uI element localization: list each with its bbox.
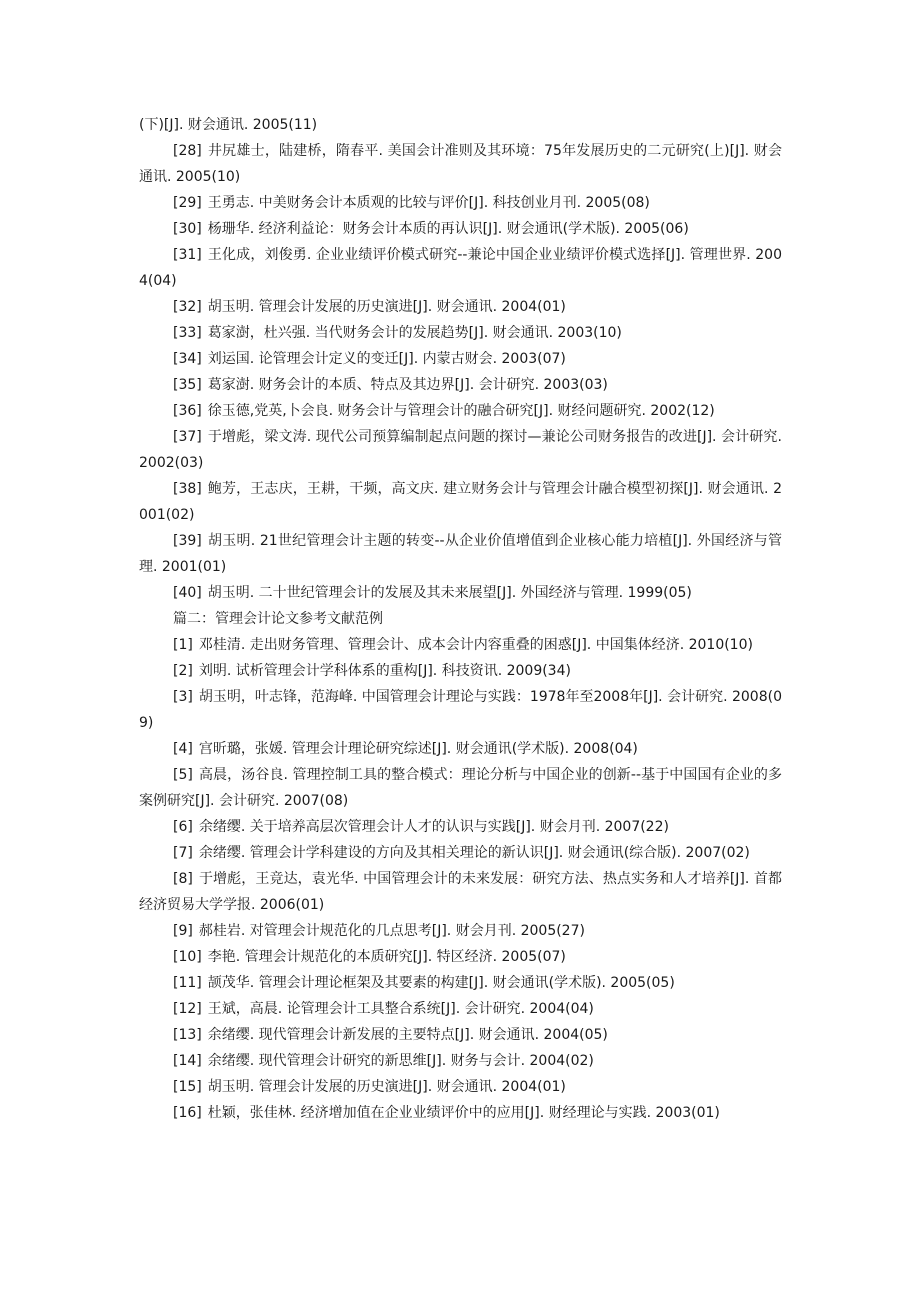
reference-text: 颉茂华. 管理会计理论框架及其要素的构建[J]. 财会通讯(学术版). 2005(05) [207,975,675,991]
reference-item [139,320,782,346]
reference-text: 杨珊华. 经济利益论：财务会计本质的再认识[J]. 财会通讯(学术版). 2005(06) [207,221,689,237]
reference-item [139,684,782,736]
reference-number: [38] [173,481,202,497]
reference-text: 葛家澍，杜兴强. 当代财务会计的发展趋势[J]. 财会通讯. 2003(10) [207,325,622,341]
reference-number: [10] [173,949,202,965]
reference-text: 余绪缨. 现代管理会计新发展的主要特点[J]. 财会通讯. 2004(05) [207,1027,608,1043]
reference-item [139,190,782,216]
reference-text: 于增彪，梁文涛. 现代公司预算编制起点问题的探讨—兼论公司财务报告的改进[J]. 会计研究. 2002(03) [139,429,782,471]
reference-item [139,138,782,190]
reference-number: [8] [173,871,193,887]
reference-item [139,970,782,996]
reference-text: 徐玉德,党英,卜会良. 财务会计与管理会计的融合研究[J]. 财经问题研究. 2002(12) [207,403,715,419]
reference-text: 胡玉明. 21世纪管理会计主题的转变--从企业价值增值到企业核心能力培植[J]. 外国经济与管理. 2001(01) [139,533,782,575]
reference-text: 胡玉明. 二十世纪管理会计的发展及其未来展望[J]. 外国经济与管理. 1999(05) [207,585,692,601]
reference-number: [16] [173,1105,202,1121]
reference-item [139,944,782,970]
reference-text: 刘运国. 论管理会计定义的变迁[J]. 内蒙古财会. 2003(07) [207,351,566,367]
reference-item [139,840,782,866]
reference-text: 余绪缨. 管理会计学科建设的方向及其相关理论的新认识[J]. 财会通讯(综合版). 2007(02) [198,845,750,861]
reference-text: 余绪缨. 现代管理会计研究的新思维[J]. 财务与会计. 2004(02) [207,1053,594,1069]
reference-text: 宫昕璐，张媛. 管理会计理论研究综述[J]. 财会通讯(学术版). 2008(04) [198,741,638,757]
reference-item [139,476,782,528]
reference-number: [6] [173,819,193,835]
reference-text: 余绪缨. 关于培养高层次管理会计人才的认识与实践[J]. 财会月刊. 2007(22) [198,819,669,835]
reference-number: [30] [173,221,202,237]
reference-text: 杜颖，张佳林. 经济增加值在企业业绩评价中的应用[J]. 财经理论与实践. 2003(01) [207,1105,720,1121]
reference-item [139,424,782,476]
reference-number: [12] [173,1001,202,1017]
reference-number: [15] [173,1079,202,1095]
reference-item [139,1048,782,1074]
reference-number: [37] [173,429,202,445]
reference-item [139,216,782,242]
reference-text: 胡玉明，叶志锋，范海峰. 中国管理会计理论与实践：1978年至2008年[J]. 会计研究. 2008(09) [139,689,782,731]
reference-item [139,580,782,606]
reference-number: [29] [173,195,202,211]
reference-text: 胡玉明. 管理会计发展的历史演进[J]. 财会通讯. 2004(01) [207,1079,566,1095]
reference-item [139,242,782,294]
reference-text: 鲍芳，王志庆，王耕，干频，高文庆. 建立财务会计与管理会计融合模型初探[J]. 财会通讯. 2001(02) [139,481,782,523]
reference-number: [7] [173,845,193,861]
reference-item [139,736,782,762]
reference-item [139,1022,782,1048]
reference-number: [13] [173,1027,202,1043]
reference-text: 刘明. 试析管理会计学科体系的重构[J]. 科技资讯. 2009(34) [198,663,571,679]
reference-number: [14] [173,1053,202,1069]
reference-number: [31] [173,247,202,263]
reference-number: [32] [173,299,202,315]
reference-text: 王勇志. 中美财务会计本质观的比较与评价[J]. 科技创业月刊. 2005(08) [207,195,650,211]
section-heading: 篇二：管理会计论文参考文献范例 [173,611,383,627]
reference-number: [36] [173,403,202,419]
reference-text: 邓桂清. 走出财务管理、管理会计、成本会计内容重叠的困惑[J]. 中国集体经济. 2010(10) [198,637,753,653]
reference-number: [2] [173,663,193,679]
reference-text: 王化成，刘俊勇. 企业业绩评价模式研究--兼论中国企业业绩评价模式选择[J]. 管理世界. 2004(04) [139,247,782,289]
reference-number: [40] [173,585,202,601]
reference-item [139,528,782,580]
reference-item [139,398,782,424]
reference-text: 葛家澍. 财务会计的本质、特点及其边界[J]. 会计研究. 2003(03) [207,377,608,393]
reference-number: [4] [173,741,193,757]
reference-number: [11] [173,975,202,991]
reference-text: 王斌，高晨. 论管理会计工具整合系统[J]. 会计研究. 2004(04) [207,1001,594,1017]
reference-continuation: (下)[J]. 财会通讯. 2005(11) [139,117,318,133]
reference-item [139,814,782,840]
reference-item [139,658,782,684]
reference-text: 井尻雄士，陆建桥，隋春平. 美国会计准则及其环境：75年发展历史的二元研究(上)[J]. 财会通讯. 2005(10) [139,143,782,185]
reference-item [139,346,782,372]
reference-number: [28] [173,143,202,159]
reference-text: 郝桂岩. 对管理会计规范化的几点思考[J]. 财会月刊. 2005(27) [198,923,585,939]
reference-list-part2 [139,632,782,1126]
reference-item [139,294,782,320]
reference-number: [9] [173,923,193,939]
reference-number: [1] [173,637,193,653]
reference-text: 于增彪，王竞达，袁光华. 中国管理会计的未来发展：研究方法、热点实务和人才培养[J]. 首都经济贸易大学学报. 2006(01) [139,871,782,913]
reference-item [139,996,782,1022]
reference-text: 李艳. 管理会计规范化的本质研究[J]. 特区经济. 2005(07) [207,949,566,965]
reference-page [139,112,782,1126]
reference-text: 高晨，汤谷良. 管理控制工具的整合模式：理论分析与中国企业的创新--基于中国国有企业的多案例研究[J]. 会计研究. 2007(08) [139,767,782,809]
reference-item [139,762,782,814]
reference-item [139,866,782,918]
reference-list-part1 [139,138,782,606]
reference-number: [33] [173,325,202,341]
reference-number: [39] [173,533,202,549]
reference-number: [5] [173,767,193,783]
reference-number: [34] [173,351,202,367]
reference-number: [35] [173,377,202,393]
reference-item [139,918,782,944]
reference-number: [3] [173,689,193,705]
reference-item [139,632,782,658]
reference-text: 胡玉明. 管理会计发展的历史演进[J]. 财会通讯. 2004(01) [207,299,566,315]
reference-item [139,372,782,398]
reference-item [139,1074,782,1100]
reference-item [139,1100,782,1126]
